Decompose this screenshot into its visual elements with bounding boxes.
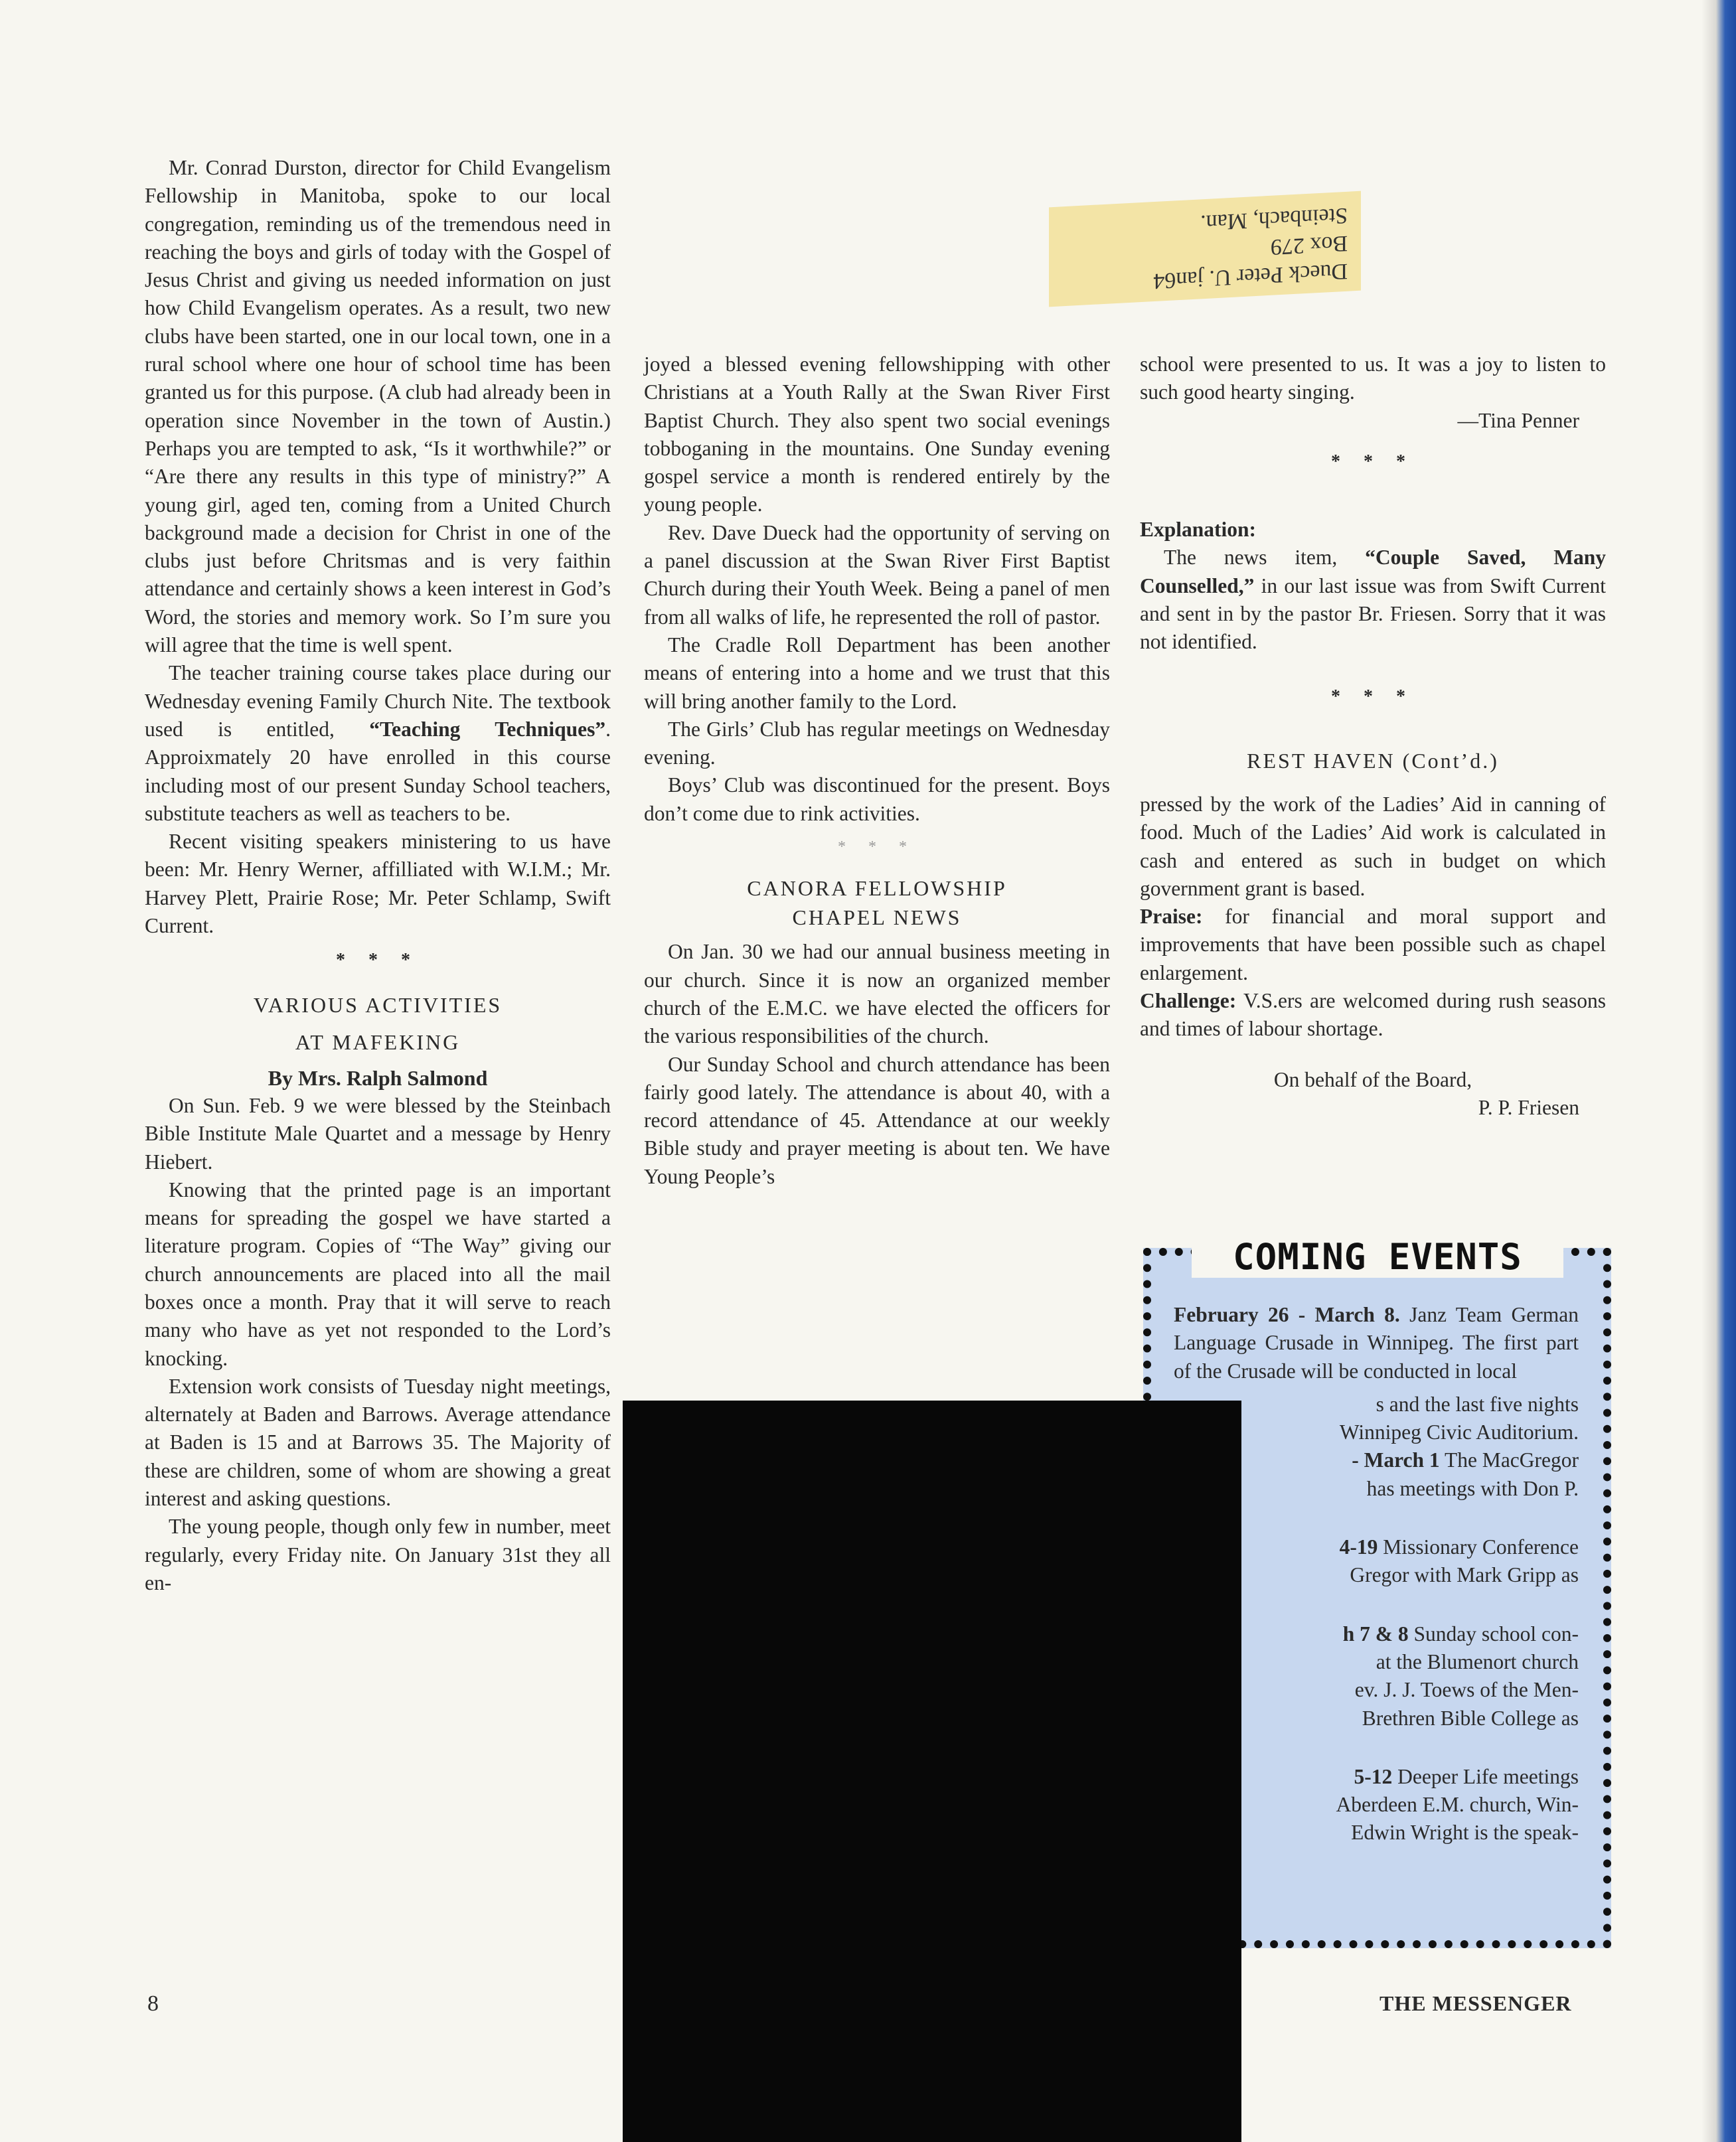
paragraph <box>1140 987 1606 1043</box>
event-line: ev. J. J. Toews of the Men- <box>1354 1678 1579 1702</box>
section-divider: * * * <box>1331 451 1415 472</box>
paragraph: Boys’ Club was discontinued for the present. Boys don’t come due to rink activities. <box>644 773 1110 825</box>
closing: On behalf of the Board, <box>1273 1067 1472 1091</box>
coming-events-title: COMING EVENTS <box>1192 1236 1563 1278</box>
paragraph: The young people, though only few in number, meet regularly, every Friday nite. On January 31st they all en- <box>145 1515 611 1594</box>
event-line: Winnipeg Civic Auditorium. <box>1339 1420 1579 1444</box>
section-divider: * * * <box>838 838 916 856</box>
paragraph: Mr. Conrad Durston, director for Child Evangelism Fellowship in Manitoba, spoke to our local congregation, reminding us of the tremendous need in reaching the boys and girls of today with the Gospel of Jesus Christ and giving us needed information on just how Child Evangelism operates. As a result, two new clubs have been started, one in our local town, one in a rural school where one hour of school time has been granted us for this purpose. (A club had already been in operation since November in the town of Austin.) Perhaps you are tempted to ask, “Is it worthwhile?” or “Are there any results in this type of ministry?” A young girl, aged ten, coming from a United Church background made a decision for Christ in one of the clubs just before Chritsmas and is very faithin attendance and certainly shows a keen interest in God’s Word, the stories and memory work. So I’m sure you will agree that the time is well spent. <box>145 156 611 657</box>
column-3 <box>1140 350 1606 1122</box>
paragraph: Extension work consists of Tuesday night meetings, alternately at Baden and Barrows. Average attendance at Baden is 15 and at Barrows 35. The Majority of these are children, some of whom are showing a great interest and asking questions. <box>145 1374 611 1511</box>
praise-label: Praise: <box>1140 905 1203 929</box>
paragraph: The Girls’ Club has regular meetings on Wednesday evening. <box>644 717 1110 769</box>
event-line: at the Blumenort church <box>1376 1649 1579 1673</box>
paragraph: joyed a blessed evening fellowshipping with other Christians at a Youth Rally at the Swan River First Baptist Church. They also spent two social evenings tobboganing in the mountains. One Sunday evening gospel service a month is rendered entirely by the young people. <box>644 352 1110 516</box>
event-text: Deeper Life meetings <box>1392 1764 1579 1788</box>
page-shadow <box>1701 0 1716 2142</box>
paragraph: On Sun. Feb. 9 we were blessed by the Steinbach Bible Institute Male Quartet and a message by Henry Hiebert. <box>145 1093 611 1174</box>
event-text: The MacGregor <box>1439 1448 1579 1472</box>
section-heading: REST HAVEN (Cont’d.) <box>1247 748 1499 773</box>
text: V.S.ers are welcomed during rush seasons and times of labour shortage. <box>1140 989 1606 1041</box>
paragraph <box>1140 544 1606 656</box>
event-date: h 7 & 8 <box>1342 1622 1409 1645</box>
text: The news item, <box>1164 546 1366 570</box>
event-text: Janz Team German Language Crusade in Winnipeg. The first part of the Crusade will be conducted in local <box>1174 1303 1579 1383</box>
label-line: Steinbach, Man. <box>1200 202 1348 236</box>
text: for financial and moral support and improvements that have been possible such as chapel enlargement. <box>1140 905 1606 984</box>
event-line: Aberdeen E.M. church, Win- <box>1336 1793 1579 1817</box>
event-date: 5-12 <box>1354 1764 1393 1788</box>
event-date: 4-19 <box>1339 1535 1378 1559</box>
paragraph: Knowing that the printed page is an important means for spreading the gospel we have started a literature program. Copies of “The Way” giving our church announcements are placed into all the mail boxes once a month. Pray that it will serve to reach many who have as yet not responded to the Lord’s knocking. <box>145 1178 611 1370</box>
paragraph: school were presented to us. It was a joy to listen to such good hearty singing. <box>1140 352 1606 404</box>
article-title: “Couple Saved, Many Counselled,” <box>1140 546 1606 597</box>
paragraph: On Jan. 30 we had our annual business meeting in our church. Since it is now an organized member church of the E.M.C. we have elected the officers for the various responsibilities of the church. <box>644 940 1110 1048</box>
event-line: has meetings with Don P. <box>1366 1476 1579 1500</box>
magazine-title: THE MESSENGER <box>1380 1991 1572 2015</box>
signature: —Tina Penner <box>1457 408 1579 432</box>
paragraph <box>1140 903 1606 987</box>
section-label: Explanation: <box>1140 518 1257 542</box>
section-divider: * * * <box>1331 686 1415 707</box>
book-title: “Teaching Techniques” <box>369 717 606 741</box>
paragraph <box>145 659 611 828</box>
text: The teacher training course takes place during our Wednesday evening Family Church Nite. The textbook used is entitled, <box>145 661 611 741</box>
byline: By Mrs. Ralph Salmond <box>268 1065 488 1090</box>
text: in our last issue was from Swift Current and sent in by the pastor Br. Friesen. Sorry that it was not identified. <box>1140 574 1606 654</box>
page-edge <box>1716 0 1736 2142</box>
paragraph: Recent visiting speakers ministering to us have been: Mr. Henry Werner, affilliated with W.I.M.; Mr. Harvey Plett, Prairie Rose; Mr. Peter Schlamp, Swift Current. <box>145 830 611 938</box>
signature: P. P. Friesen <box>1478 1095 1579 1119</box>
section-heading: AT MAFEKING <box>295 1030 461 1054</box>
label-line: Dueck Peter U. jan64 <box>1153 258 1348 294</box>
section-divider: * * * <box>336 950 420 971</box>
event-line: Edwin Wright is the speak- <box>1351 1821 1579 1845</box>
challenge-label: Challenge: <box>1140 989 1237 1013</box>
event-line: Brethren Bible College as <box>1362 1706 1579 1730</box>
paragraph: Rev. Dave Dueck had the opportunity of serving on a panel discussion at the Swan River First Baptist Church during their Youth Week. Being a panel of men from all walks of life, he represented the roll of pastor. <box>644 520 1110 629</box>
paragraph: The Cradle Roll Department has been another means of entering into a home and we trust that this will bring another family to the Lord. <box>644 633 1110 713</box>
redaction-block <box>623 1401 1241 2142</box>
paragraph: pressed by the work of the Ladies’ Aid in canning of food. Much of the Ladies’ Aid work is calculated in cash and entered as such in budget on which government grant is based. <box>1140 792 1606 900</box>
column-2 <box>644 350 1110 1191</box>
event-line: s and the last five nights <box>1376 1392 1579 1416</box>
event-date: - March 1 <box>1352 1448 1440 1472</box>
event-line: Gregor with Mark Gripp as <box>1350 1563 1579 1587</box>
label-line: Box 279 <box>1270 230 1348 260</box>
mailing-label <box>1049 191 1361 307</box>
event-text: Sunday school con- <box>1408 1622 1579 1645</box>
section-heading: VARIOUS ACTIVITIES <box>253 992 503 1017</box>
section-heading: CHAPEL NEWS <box>792 905 962 930</box>
event-text: Missionary Conference <box>1378 1535 1579 1559</box>
paragraph: Our Sunday School and church attendance has been fairly good lately. The attendance is about 40, with a record attendance of 45. Attendance at our weekly Bible study and prayer meeting is about ten. We have Young People’s <box>644 1052 1110 1188</box>
event-item <box>1174 1301 1579 1385</box>
page-number: 8 <box>147 1991 159 2016</box>
event-date: February 26 - March 8. <box>1174 1303 1400 1326</box>
column-1 <box>145 154 611 1597</box>
section-heading: CANORA FELLOWSHIP <box>747 876 1007 901</box>
text: . Approixmately 20 have enrolled in this course including most of our present Sunday School teachers, substitute teachers as well as teachers to be. <box>145 717 611 825</box>
